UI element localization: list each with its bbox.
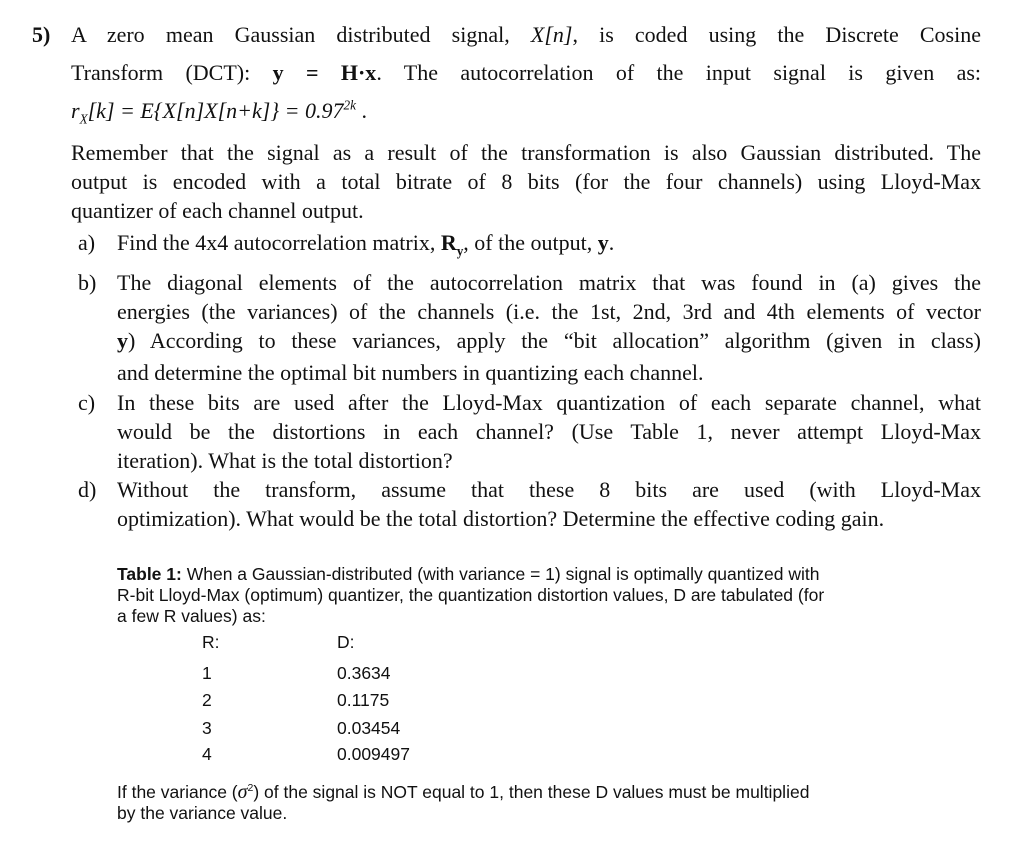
table-cell-d: 0.009497 <box>337 744 410 764</box>
table-caption-line-2: R-bit Lloyd-Max (optimum) quantizer, the quantization distortion values, D are tabulated (for <box>117 585 825 605</box>
distortion-table <box>117 632 977 772</box>
table-caption <box>117 564 977 627</box>
table-cell-d: 0.1175 <box>337 690 390 710</box>
table-caption-title: Table 1: <box>117 564 182 584</box>
sub-question-a-label: a) <box>78 230 96 255</box>
table-caption-line-1 <box>117 564 977 585</box>
intro-paragraph-2-line-3: quantizer of each channel output. <box>71 198 364 223</box>
table-cell-r: 2 <box>202 690 212 710</box>
intro-line-2 <box>71 58 981 87</box>
formula-end: . <box>355 98 367 123</box>
table-note-line-2: by the variance value. <box>117 803 288 823</box>
table-cell-r: 4 <box>202 744 212 764</box>
sub-question-b-line-4: and determine the optimal bit numbers in quantizing each channel. <box>117 360 704 385</box>
sub-question-d-line-2: optimization). What would be the total distortion? Determine the effective coding gain. <box>117 506 885 531</box>
table-cell-r: 3 <box>202 718 212 738</box>
table-header-d: D: <box>337 632 355 652</box>
sub-question-d-label: d) <box>78 477 97 502</box>
signal-variable: X[n] <box>530 22 573 47</box>
sub-question-d-line-1: Without the transform, assume that these 8 bits are used (with Lloyd-Max <box>117 477 981 502</box>
table-cell-d: 0.03454 <box>337 718 401 738</box>
question-number: 5) <box>32 22 51 47</box>
vector-y: y <box>117 328 128 353</box>
sub-question-a-end: . <box>608 230 615 255</box>
formula-sub: X <box>79 111 88 127</box>
sub-question-b-line-3 <box>117 326 981 355</box>
intro-paragraph-2-line-1: Remember that the signal as a result of the transformation is also Gaussian distributed. The <box>71 140 981 165</box>
autocorrelation-formula <box>71 96 981 125</box>
intro-line-1 <box>71 20 981 49</box>
intro-line-2-pre: Transform (DCT): <box>71 60 251 85</box>
table-cell-d: 0.3634 <box>337 663 391 683</box>
table-note <box>117 782 977 824</box>
sub-question-b-line-3-text: ) According to these variances, apply the “bit allocation” algorithm (given in class) <box>128 328 981 353</box>
matrix-R-sub: y <box>456 243 464 259</box>
sub-question-a-post: , of the output, <box>463 230 593 255</box>
intro-line-1-pre: A zero mean Gaussian distributed signal, <box>71 22 510 47</box>
sub-question-b-line-2: energies (the variances) of the channels (i.e. the 1st, 2nd, 3rd and 4th elements of vector <box>117 299 981 324</box>
table-caption-line-3: a few R values) as: <box>117 606 266 626</box>
table-note-pre: If the variance ( <box>117 782 238 802</box>
sub-question-c-label: c) <box>78 390 96 415</box>
matrix-R: R <box>440 230 457 255</box>
table-note-line-1 <box>117 782 977 803</box>
sub-question-c-line-2: would be the distortions in each channel? (Use Table 1, never attempt Lloyd-Max <box>117 419 981 444</box>
sub-question-b-label: b) <box>78 270 97 295</box>
intro-line-2-post: . The autocorrelation of the input signal is given as: <box>376 60 982 85</box>
sub-question-a-pre: Find the 4x4 autocorrelation matrix, <box>117 230 436 255</box>
intro-paragraph-2-line-2: output is encoded with a total bitrate of 8 bits (for the four channels) using Lloyd-Max <box>71 169 981 194</box>
sub-question-c-line-3: iteration). What is the total distortion? <box>117 448 453 473</box>
formula-body: [k] = E{X[n]X[n+k]} = 0.97 <box>87 98 344 123</box>
sigma-symbol: σ <box>237 781 248 803</box>
sigma-exponent: 2 <box>247 782 254 795</box>
table-cell-r: 1 <box>202 663 212 683</box>
table-note-post: ) of the signal is NOT equal to 1, then these D values must be multiplied <box>253 782 810 802</box>
formula-r: r <box>71 98 80 123</box>
formula-exponent: 2k <box>343 97 356 113</box>
dct-equation: y = H·x <box>272 60 377 85</box>
sub-question-c-line-1: In these bits are used after the Lloyd-Max quantization of each separate channel, what <box>117 390 981 415</box>
table-caption-text-1: When a Gaussian-distributed (with variance = 1) signal is optimally quantized with <box>186 564 820 584</box>
intro-line-1-post: , is coded using the Discrete Cosine <box>572 22 981 47</box>
sub-question-b-line-1: The diagonal elements of the autocorrelation matrix that was found in (a) gives the <box>117 270 981 295</box>
output-y: y <box>597 230 609 255</box>
sub-question-a-text <box>117 228 981 257</box>
table-header-r: R: <box>202 632 220 652</box>
